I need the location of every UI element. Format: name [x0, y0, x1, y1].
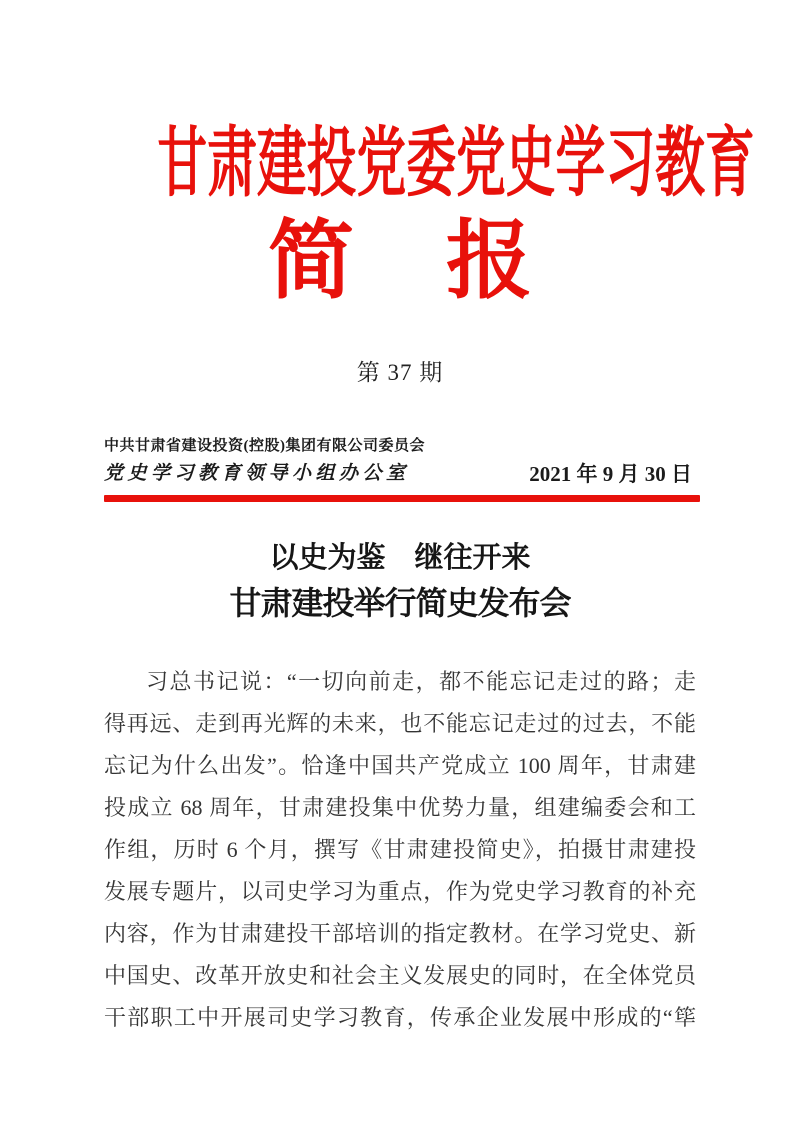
masthead-title: 甘肃建投党委党史学习教育	[157, 122, 755, 206]
red-divider-rule	[104, 495, 700, 502]
body-line: 得再远、走到再光辉的未来，也不能忘记走过的过去，不能	[104, 711, 696, 736]
article-body	[104, 661, 696, 1039]
brief-title	[0, 213, 800, 309]
article-title-line1: 以史为鉴 继往开来	[269, 542, 531, 574]
body-line: 中国史、改革开放史和社会主义发展史的同时，在全体党员	[104, 963, 696, 988]
body-line: 投成立 68 周年，甘肃建投集中优势力量，组建编委会和工	[104, 795, 696, 820]
org-name-line2: 党史学习教育领导小组办公室	[104, 463, 410, 484]
issue-date: 2021 年 9 月 30 日	[529, 462, 692, 486]
body-line: 习总书记说：“一切向前走，都不能忘记走过的路；走	[146, 669, 696, 694]
body-line: 发展专题片，以司史学习为重点，作为党史学习教育的补充	[104, 879, 696, 904]
body-line: 内容，作为甘肃建投干部培训的指定教材。在学习党史、新	[104, 921, 696, 946]
brief-char-right: 报	[446, 213, 532, 309]
issue-number: 第 37 期	[356, 360, 444, 385]
body-line: 作组，历时 6 个月，撰写《甘肃建投简史》，拍摄甘肃建投	[104, 837, 696, 862]
article-title-line2: 甘肃建投举行简史发布会	[229, 585, 571, 621]
org-name-line1: 中共甘肃省建设投资(控股)集团有限公司委员会	[104, 438, 425, 454]
body-line: 忘记为什么出发”。恰逢中国共产党成立 100 周年，甘肃建	[104, 753, 696, 778]
masthead	[0, 122, 800, 207]
brief-char-left: 简	[268, 213, 354, 309]
body-line: 干部职工中开展司史学习教育，传承企业发展中形成的“筚	[104, 1005, 696, 1030]
issuer-block	[104, 436, 700, 487]
article-title	[0, 537, 800, 626]
issuer-row	[104, 461, 700, 487]
